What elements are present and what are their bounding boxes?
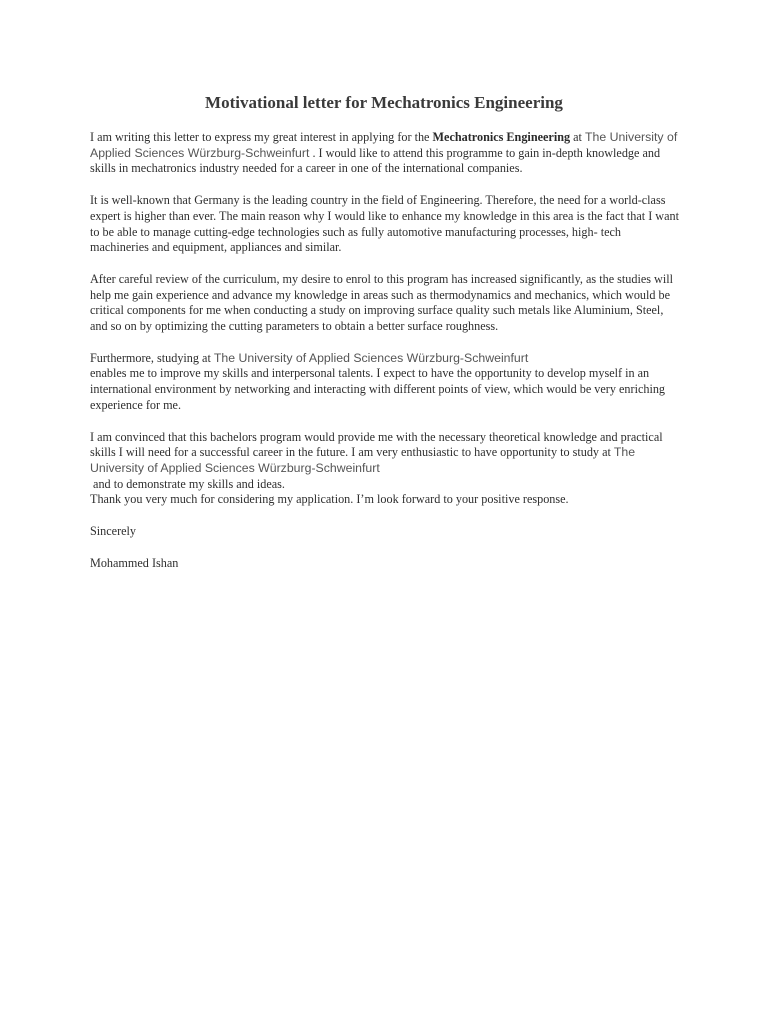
intro-rest: . I would like to attend this programme to gain in-depth knowledge and skills in mechatronics industry needed for a career in one of the international companies. (90, 145, 661, 176)
university-name: The University of Applied Sciences Würzburg-Schweinfurt (90, 130, 678, 160)
paragraph-furthermore (90, 351, 680, 414)
paragraph-intro (90, 130, 680, 177)
university-name: The University of Applied Sciences Würzburg-Schweinfurt (213, 350, 529, 365)
thank-you-text: Thank you very much for considering my application. I’m look forward to your positive response. (90, 492, 569, 507)
intro-at: at (570, 130, 585, 144)
document-title: Motivational letter for Mechatronics Engineering (205, 93, 563, 112)
letter-body (90, 130, 680, 587)
paragraph-convinced (90, 430, 680, 509)
paragraph-curriculum: After careful review of the curriculum, my desire to enrol to this program has increased significantly, as the studies will help me gain experience and advance my knowledge in areas such as thermodynamics and mechanics, which would be critical components for me when conducting a study on improving surface quality such metals like Aluminium, Steel, and so on by optimizing the cutting parameters to obtain a better surface roughness. (90, 271, 674, 334)
furthermore-rest: enables me to improve my skills and interpersonal talents. I expect to have the opportunity to develop myself in an international environment by networking and interacting with different points of view, which would be very enriching experience for me. (90, 366, 666, 412)
intro-text: I am writing this letter to express my great interest in applying for the (90, 130, 433, 144)
signature: Mohammed Ishan (90, 555, 179, 570)
program-name: Mechatronics Engineering (432, 130, 571, 144)
paragraph-germany: It is well-known that Germany is the leading country in the field of Engineering. Therefore, the need for a world-class expert is higher than ever. The main reason why I would like to enhance my knowledge in this area is the fact that I want to be able to manage cutting-edge technologies such as fully automotive manufacturing processes, high- tech machineries and equipment, appliances and similar. (90, 193, 679, 255)
convinced-text: I am convinced that this bachelors program would provide me with the necessary theoretical knowledge and practical skills I will need for a successful career in the future. I am very enthusiastic to have opportunity to study at (90, 429, 663, 460)
convinced-rest: and to demonstrate my skills and ideas. (90, 476, 285, 491)
furthermore-text: Furthermore, studying at (90, 350, 214, 365)
closing: Sincerely (90, 524, 137, 539)
university-name: The University of Applied Sciences Würzburg-Schweinfurt (90, 445, 636, 475)
